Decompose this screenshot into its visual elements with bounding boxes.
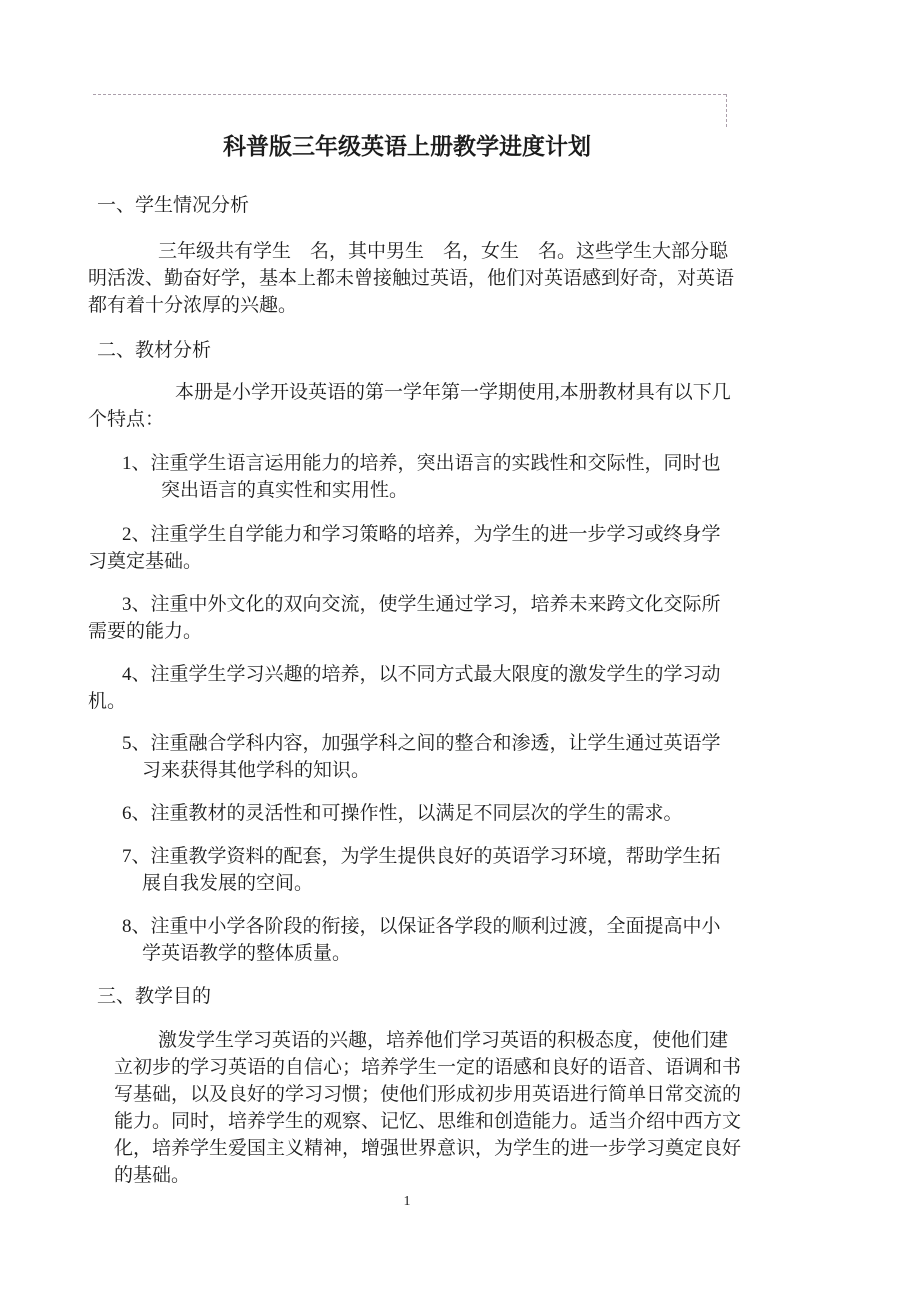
document-body [88, 0, 742, 1302]
numbered-item1 [88, 450, 726, 504]
numbered-item8 [88, 913, 726, 967]
para3-line-2: 立初步的学习英语的自信心；培养学生一定的语感和良好的语音、语调和书 [114, 1057, 742, 1078]
item1-line-1: 1、注重学生语言运用能力的培养，突出语言的实践性和交际性，同时也 [122, 453, 721, 474]
numbered-item4 [88, 661, 726, 715]
item4-line-1: 4、注重学生学习兴趣的培养，以不同方式最大限度的激发学生的学习动 [122, 664, 721, 685]
para3-line-5: 化，培养学生爱国主义精神，增强世界意识，为学生的进一步学习奠定良好 [114, 1138, 742, 1159]
h1-line-1: 一、学生情况分析 [97, 195, 250, 216]
para1-line-1: 三年级共有学生 名，其中男生 名，女生 名。这些学生大部分聪 [158, 241, 729, 262]
item2-line-2: 习奠定基础。 [88, 551, 203, 572]
para2-line-2: 个特点： [88, 409, 165, 430]
paragraph-para3 [88, 1027, 742, 1189]
numbered-item7 [88, 843, 726, 897]
title-line-1: 科普版三年级英语上册教学进度计划 [223, 134, 591, 159]
section-heading-h1 [88, 192, 726, 219]
numbered-item6 [88, 800, 726, 827]
item5-line-1: 5、注重融合学科内容，加强学科之间的整合和渗透，让学生通过英语学 [122, 733, 721, 754]
numbered-item5 [88, 730, 726, 784]
text-frame-border-right [726, 94, 727, 127]
para1-line-2: 明活泼、勤奋好学，基本上都未曾接触过英语，他们对英语感到好奇，对英语 [88, 268, 735, 289]
pagenum-line-1: 1 [403, 1194, 411, 1209]
para3-line-6: 的基础。 [114, 1165, 191, 1186]
item5-line-2: 习来获得其他学科的知识。 [142, 760, 371, 781]
h2-line-1: 二、教材分析 [97, 340, 212, 361]
item3-line-1: 3、注重中外文化的双向交流，使学生通过学习，培养未来跨文化交际所 [122, 594, 721, 615]
para1-line-3: 都有着十分浓厚的兴趣。 [88, 295, 298, 316]
para3-line-4: 能力。同时，培养学生的观察、记忆、思维和创造能力。适当介绍中西方文 [114, 1111, 742, 1132]
para2-line-1: 本册是小学开设英语的第一学年第一学期使用,本册教材具有以下几 [175, 382, 731, 403]
paragraph-para2 [88, 379, 731, 433]
h3-line-1: 三、教学目的 [97, 986, 212, 1007]
page-number [88, 1191, 726, 1213]
item8-line-1: 8、注重中小学各阶段的衔接，以保证各学段的顺利过渡，全面提高中小 [122, 916, 721, 937]
section-heading-h2 [88, 337, 726, 364]
item8-line-2: 学英语教学的整体质量。 [142, 943, 352, 964]
item7-line-1: 7、注重教学资料的配套，为学生提供良好的英语学习环境，帮助学生拓 [122, 846, 721, 867]
numbered-item2 [88, 521, 726, 575]
numbered-item3 [88, 591, 726, 645]
para3-line-1: 激发学生学习英语的兴趣，培养他们学习英语的积极态度，使他们建 [158, 1030, 729, 1051]
para3-line-3: 写基础，以及良好的学习习惯；使他们形成初步用英语进行简单日常交流的 [114, 1084, 742, 1105]
item7-line-2: 展自我发展的空间。 [142, 873, 314, 894]
section-heading-h3 [88, 983, 726, 1010]
item4-line-2: 机。 [88, 691, 127, 712]
item2-line-1: 2、注重学生自学能力和学习策略的培养，为学生的进一步学习或终身学 [122, 524, 721, 545]
document-title [88, 128, 726, 166]
item3-line-2: 需要的能力。 [88, 621, 203, 642]
item6-line-1: 6、注重教材的灵活性和可操作性，以满足不同层次的学生的需求。 [122, 803, 683, 824]
item1-line-2: 突出语言的真实性和实用性。 [161, 480, 409, 501]
paragraph-para1 [88, 238, 735, 319]
